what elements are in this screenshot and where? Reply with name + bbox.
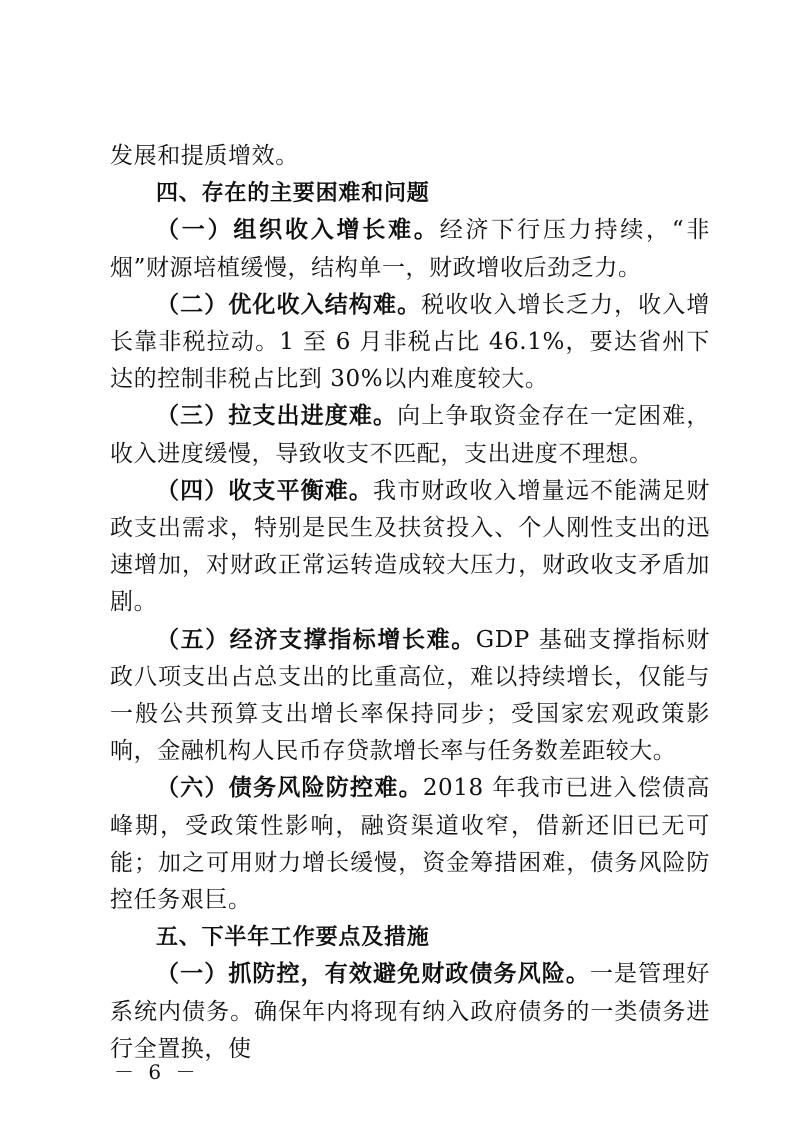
paragraph-item-2 (110, 287, 710, 399)
item-text: GDP 基础支撑指标财政八项支出占总支出的比重高位，难以持续增长，仅能与一般公共预算支出增长率保持同步；受国家宏观政策影响，金融机构人民币存贷款增长率与任务数差距较大。 (110, 626, 710, 765)
paragraph-item-4 (110, 473, 710, 622)
item-text: 一是管理好系统内债务。确保年内将现有纳入政府债务的一类债务进行全置换，使 (110, 961, 710, 1062)
item-lead: （四）收支平衡难。 (156, 477, 373, 504)
paragraph-item-3 (110, 398, 710, 472)
item-lead: （五）经济支撑指标增长难。 (156, 626, 476, 653)
paragraph-item-6 (110, 770, 710, 919)
section-heading-5: 五、下半年工作要点及措施 (156, 925, 430, 951)
page-number: － 6 － (114, 1060, 200, 1084)
item-text: 经济下行压力持续，“非烟”财源培植缓慢，结构单一，财政增收后劲乏力。 (110, 217, 710, 281)
item-lead: （一）抓防控，有效避免财政债务风险。 (156, 961, 590, 988)
item-text: 税收收入增长乏力，收入增长靠非税拉动。1 至 6 月非税占比 46.1%，要达省州下达的控制非税占比到 30%以内难度较大。 (110, 291, 710, 393)
paragraph-item-1 (110, 212, 710, 286)
document-body (110, 138, 710, 1068)
item-text: 我市财政收入增量远不能满足财政支出需求，特别是民生及扶贫投入、个人刚性支出的迅速增加，对财政正常运转造成较大压力，财政收支矛盾加剧。 (110, 477, 710, 616)
item-text: 2018 年我市已进入偿债高峰期，受政策性影响，融资渠道收窄，借新还旧已无可能；加之可用财力增长缓慢，资金筹措困难，债务风险防控任务艰巨。 (110, 775, 710, 914)
item-lead: （六）债务风险防控难。 (156, 775, 423, 802)
paragraph-continuation: 发展和提质增效。 (110, 143, 299, 169)
item-text: 向上争取资金存在一定困难，收入进度缓慢，导致收支不匹配，支出进度不理想。 (110, 403, 710, 467)
paragraph-item-5 (110, 622, 710, 771)
paragraph-measure-1 (110, 956, 710, 1068)
section-heading-4: 四、存在的主要困难和问题 (156, 181, 430, 207)
item-lead: （一）组织收入增长难。 (156, 217, 440, 244)
item-lead: （二）优化收入结构难。 (156, 291, 422, 318)
item-lead: （三）拉支出进度难。 (156, 403, 398, 430)
